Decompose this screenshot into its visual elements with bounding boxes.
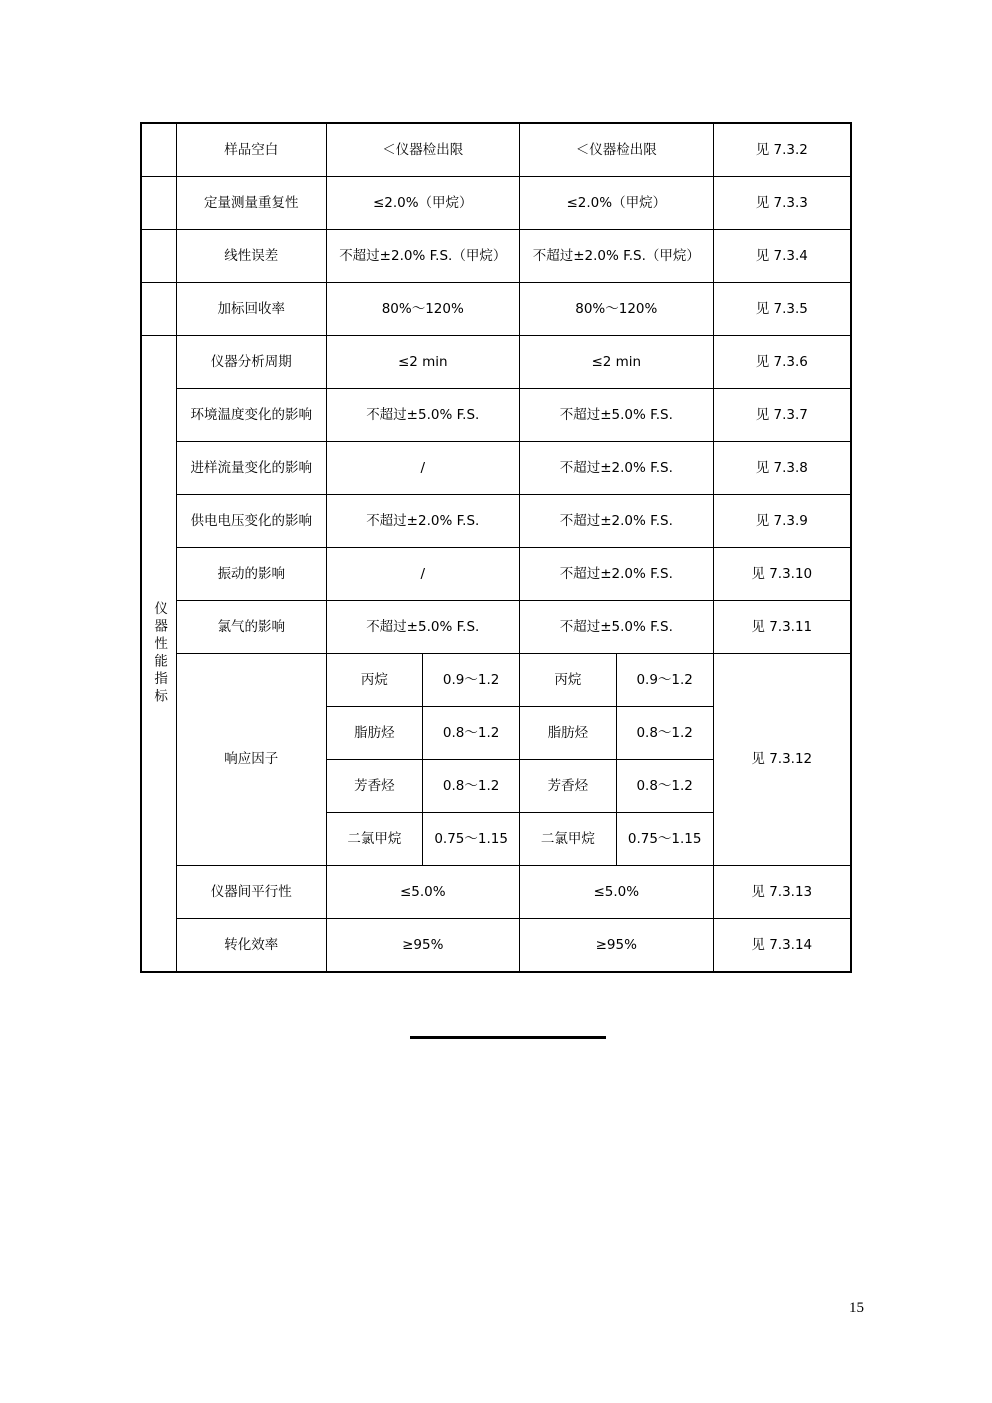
table-row <box>141 230 851 283</box>
row-value-col2: 不超过±2.0% F.S.（甲烷） <box>326 230 520 283</box>
row-group-label-cell <box>141 336 177 973</box>
response-factor-name-a: 芳香烃 <box>326 760 423 813</box>
row-reference: 见 7.3.5 <box>713 283 851 336</box>
instrument-performance-table <box>140 122 852 973</box>
response-factor-name-a: 二氯甲烷 <box>326 813 423 866</box>
table-row <box>141 177 851 230</box>
row-reference: 见 7.3.9 <box>713 495 851 548</box>
table-row <box>141 442 851 495</box>
table-row <box>141 283 851 336</box>
response-factor-value-a: 0.8～1.2 <box>423 707 520 760</box>
response-factor-name-b: 二氯甲烷 <box>520 813 617 866</box>
row-reference: 见 7.3.4 <box>713 230 851 283</box>
table-row <box>141 919 851 973</box>
row-value-col2: 不超过±5.0% F.S. <box>326 389 520 442</box>
row-reference: 见 7.3.6 <box>713 336 851 389</box>
row-value-col3: ≤5.0% <box>520 866 714 919</box>
row-label: 环境温度变化的影响 <box>177 389 326 442</box>
row-value-col2: / <box>326 442 520 495</box>
row-label: 仪器分析周期 <box>177 336 326 389</box>
table-row <box>141 389 851 442</box>
response-factor-value-b: 0.8～1.2 <box>616 760 713 813</box>
row-value-col2: / <box>326 548 520 601</box>
row-label: 仪器间平行性 <box>177 866 326 919</box>
row-value-col2: 不超过±2.0% F.S. <box>326 495 520 548</box>
table-row <box>141 123 851 177</box>
row-value-col2: ≤5.0% <box>326 866 520 919</box>
table-row <box>141 336 851 389</box>
response-factor-value-b: 0.75～1.15 <box>616 813 713 866</box>
row-group-spacer-top <box>141 230 177 283</box>
response-factor-value-b: 0.8～1.2 <box>616 707 713 760</box>
row-value-col2: ＜仪器检出限 <box>326 123 520 177</box>
row-group-label: 仪器性能指标 <box>151 601 168 706</box>
response-factor-name-a: 脂肪烃 <box>326 707 423 760</box>
response-factor-value-a: 0.9～1.2 <box>423 654 520 707</box>
row-label: 供电电压变化的影响 <box>177 495 326 548</box>
row-reference: 见 7.3.3 <box>713 177 851 230</box>
row-value-col3: 不超过±5.0% F.S. <box>520 389 714 442</box>
row-value-col3: 80%～120% <box>520 283 714 336</box>
row-reference: 见 7.3.14 <box>713 919 851 973</box>
row-group-spacer-top <box>141 177 177 230</box>
row-label: 样品空白 <box>177 123 326 177</box>
row-value-col3: 不超过±2.0% F.S. <box>520 495 714 548</box>
response-factor-value-b: 0.9～1.2 <box>616 654 713 707</box>
row-value-col3: ＜仪器检出限 <box>520 123 714 177</box>
table-row <box>141 866 851 919</box>
horizontal-rule <box>410 1036 606 1039</box>
row-label: 振动的影响 <box>177 548 326 601</box>
spec-table-container <box>140 122 852 973</box>
table-row <box>141 495 851 548</box>
response-factor-reference: 见 7.3.12 <box>713 654 851 866</box>
row-value-col3: 不超过±2.0% F.S.（甲烷） <box>520 230 714 283</box>
row-value-col3: 不超过±2.0% F.S. <box>520 548 714 601</box>
row-label: 进样流量变化的影响 <box>177 442 326 495</box>
row-label: 定量测量重复性 <box>177 177 326 230</box>
row-group-spacer-top <box>141 283 177 336</box>
response-factor-label: 响应因子 <box>177 654 326 866</box>
response-factor-name-b: 脂肪烃 <box>520 707 617 760</box>
response-factor-name-b: 芳香烃 <box>520 760 617 813</box>
response-factor-value-a: 0.75～1.15 <box>423 813 520 866</box>
row-group-spacer-top <box>141 123 177 177</box>
table-row <box>141 548 851 601</box>
response-factor-name-a: 丙烷 <box>326 654 423 707</box>
row-value-col2: 不超过±5.0% F.S. <box>326 601 520 654</box>
row-value-col3: ≤2.0%（甲烷） <box>520 177 714 230</box>
row-reference: 见 7.3.13 <box>713 866 851 919</box>
row-reference: 见 7.3.8 <box>713 442 851 495</box>
row-label: 加标回收率 <box>177 283 326 336</box>
row-label: 转化效率 <box>177 919 326 973</box>
row-reference: 见 7.3.11 <box>713 601 851 654</box>
row-value-col3: 不超过±2.0% F.S. <box>520 442 714 495</box>
row-value-col2: ≥95% <box>326 919 520 973</box>
row-label: 氯气的影响 <box>177 601 326 654</box>
response-factor-value-a: 0.8～1.2 <box>423 760 520 813</box>
row-reference: 见 7.3.2 <box>713 123 851 177</box>
row-value-col3: ≤2 min <box>520 336 714 389</box>
row-value-col2: ≤2 min <box>326 336 520 389</box>
row-label: 线性误差 <box>177 230 326 283</box>
row-reference: 见 7.3.7 <box>713 389 851 442</box>
row-value-col2: ≤2.0%（甲烷） <box>326 177 520 230</box>
row-reference: 见 7.3.10 <box>713 548 851 601</box>
table-row <box>141 654 851 707</box>
row-value-col2: 80%～120% <box>326 283 520 336</box>
page-number: 15 <box>849 1300 864 1316</box>
table-row <box>141 601 851 654</box>
response-factor-name-b: 丙烷 <box>520 654 617 707</box>
row-value-col3: ≥95% <box>520 919 714 973</box>
row-value-col3: 不超过±5.0% F.S. <box>520 601 714 654</box>
